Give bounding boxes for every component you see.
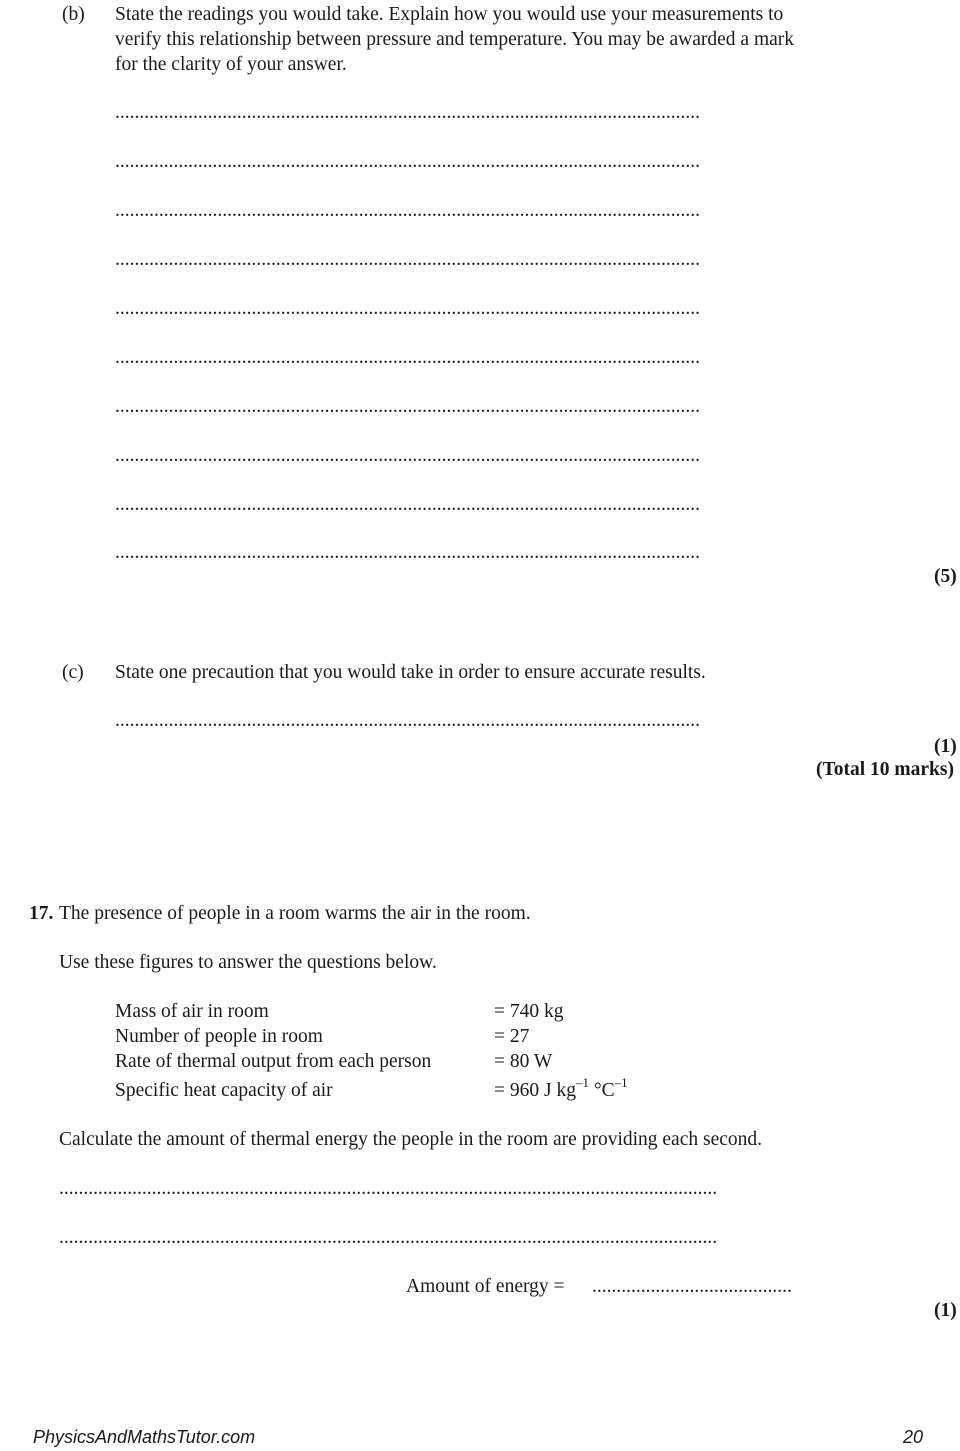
- question-number: 17.: [29, 903, 54, 924]
- answer-line[interactable]: ........................................................................................................................: [115, 396, 700, 417]
- figure-label: Mass of air in room: [115, 1001, 269, 1022]
- answer-line[interactable]: ........................................................................................................................: [115, 710, 700, 731]
- part-c-text: State one precaution that you would take in order to ensure accurate results.: [115, 662, 706, 683]
- part-b-text-line-1: State the readings you would take. Explain how you would use your measurements to: [115, 4, 784, 25]
- footer-site: PhysicsAndMathsTutor.com: [33, 1427, 256, 1447]
- part-b-text-line-2: verify this relationship between pressure and temperature. You may be awarded a mark: [115, 29, 795, 50]
- answer-line[interactable]: ........................................................................................................................: [115, 494, 700, 515]
- figure-label: Specific heat capacity of air: [115, 1080, 333, 1101]
- shc-unit-b: °C: [593, 1080, 615, 1101]
- page-number: 20: [903, 1427, 924, 1447]
- shc-unit-a: = 960 J kg: [494, 1080, 576, 1101]
- answer-line[interactable]: ........................................................................................................................: [115, 445, 700, 466]
- working-line[interactable]: .......................................................................................................................................: [59, 1178, 718, 1199]
- figure-value-shc: [494, 1074, 628, 1102]
- question-task: Calculate the amount of thermal energy the people in the room are providing each second.: [59, 1129, 763, 1150]
- total-marks: (Total 10 marks): [816, 759, 954, 780]
- answer-line[interactable]: ........................................................................................................................: [115, 249, 700, 270]
- figure-value: = 740 kg: [494, 1001, 564, 1022]
- question-instruction: Use these figures to answer the questions below.: [59, 952, 437, 973]
- answer-line[interactable]: ........................................................................................................................: [115, 102, 700, 123]
- question-intro: The presence of people in a room warms the air in the room.: [59, 903, 531, 924]
- answer-field[interactable]: .........................................: [592, 1276, 792, 1297]
- part-c-marks: (1): [934, 736, 957, 757]
- answer-line[interactable]: ........................................................................................................................: [115, 347, 700, 368]
- shc-exp-a: –1: [575, 1074, 589, 1090]
- answer-line[interactable]: ........................................................................................................................: [115, 200, 700, 221]
- answer-line[interactable]: ........................................................................................................................: [115, 151, 700, 172]
- question-marks: (1): [934, 1300, 957, 1321]
- figure-value: = 27: [494, 1026, 530, 1047]
- part-b-marks: (5): [934, 566, 957, 587]
- shc-exp-b: –1: [614, 1074, 628, 1090]
- answer-line[interactable]: ........................................................................................................................: [115, 542, 700, 563]
- part-b-text-line-3: for the clarity of your answer.: [115, 54, 347, 75]
- figure-value: = 80 W: [494, 1051, 553, 1072]
- working-line[interactable]: .......................................................................................................................................: [59, 1227, 718, 1248]
- figure-label: Number of people in room: [115, 1026, 323, 1047]
- part-b-label: (b): [62, 4, 85, 25]
- figure-label: Rate of thermal output from each person: [115, 1051, 432, 1072]
- answer-line[interactable]: ........................................................................................................................: [115, 298, 700, 319]
- part-c-label: (c): [62, 662, 84, 683]
- answer-label: Amount of energy =: [406, 1276, 565, 1297]
